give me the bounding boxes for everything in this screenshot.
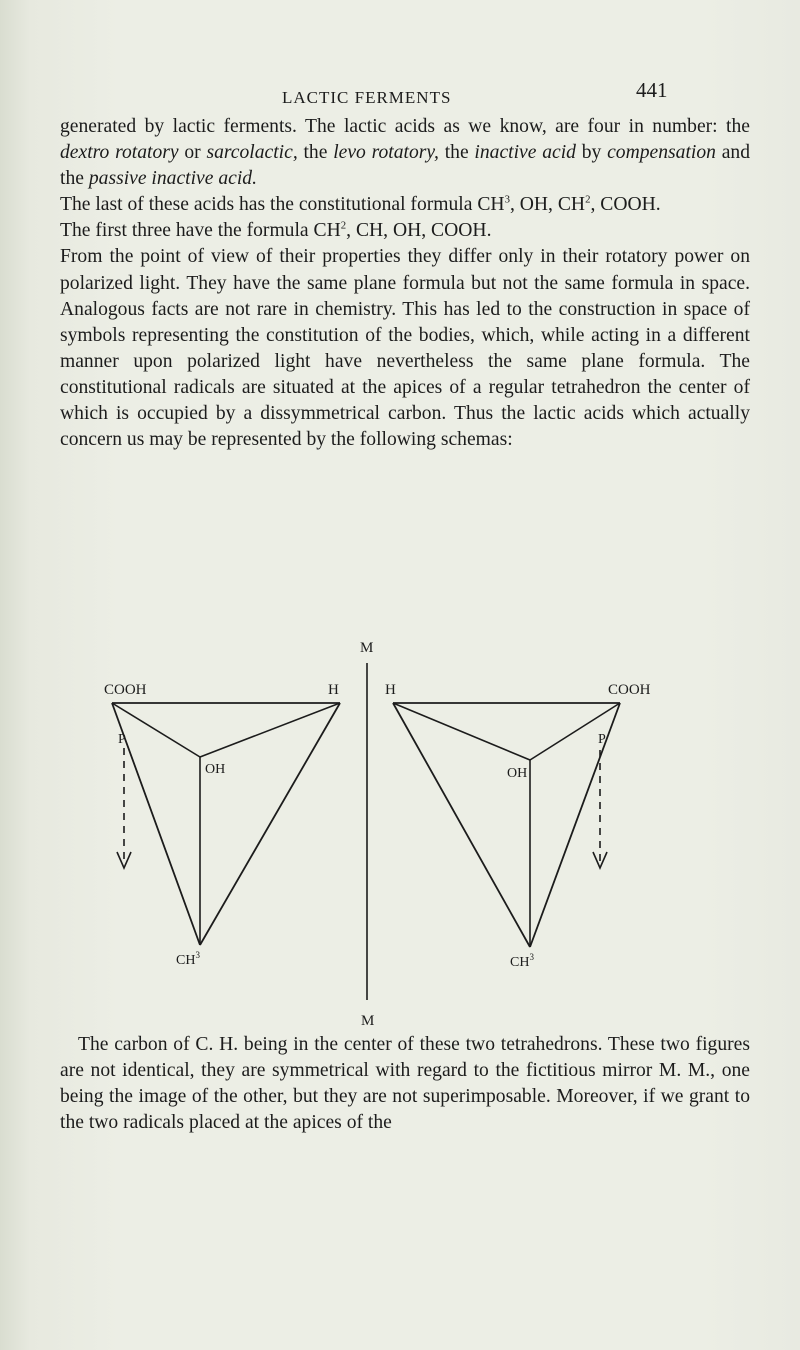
paragraph-properties: From the point of view of their properties they differ only in their rotatory power on polarized light. They have the same plane formula but not the same formula in space. Analogous facts are not rare in chemistry. This has led to the construction in space of symbols representing the constitution of the bodies, which, while acting in a different manner upon polarized light have nevertheless the same plane formula. The constitutional radicals are situated at the apices of a regular tetrahedron the center of which is occupied by a dissymmetrical carbon. Thus the lactic acids which actually concern us may be represented by the following schemas: bbox=[60, 246, 750, 451]
left-label-p: P bbox=[118, 732, 126, 747]
text-run: The last of these acids has the constitutional formula CH bbox=[60, 194, 505, 216]
running-head: LACTIC FERMENTS bbox=[282, 88, 452, 107]
term-sarcolactic: sarcolactic, bbox=[206, 142, 298, 164]
right-tetrahedron bbox=[385, 682, 651, 970]
left-edge-h-ch3 bbox=[200, 703, 340, 945]
superscript: 3 bbox=[504, 193, 510, 206]
term-inactive: inactive acid bbox=[474, 142, 576, 164]
left-label-ch-sup: 3 bbox=[195, 950, 200, 960]
left-label-ch bbox=[176, 950, 200, 968]
left-label-oh: OH bbox=[205, 762, 226, 777]
term-levo: levo rotatory, bbox=[333, 142, 439, 164]
paragraph-mirror: The carbon of C. H. being in the center of these two tetrahedrons. These two figures are not identical, they are symmetrical with regard to the fictitious mirror M. M., one being the image of the other, but they are not superimposable. Moreover, if we grant to the two radicals placed at the apices of the bbox=[60, 1034, 750, 1134]
right-edge-cooh-ch3 bbox=[530, 703, 620, 947]
text-run: , OH, CH bbox=[509, 194, 586, 216]
text-run: by bbox=[575, 142, 608, 164]
right-edge-h-oh bbox=[393, 703, 530, 760]
right-edge-h-ch3 bbox=[393, 703, 530, 947]
right-edge-cooh-oh bbox=[530, 703, 620, 760]
superscript: 2 bbox=[585, 193, 591, 206]
left-tetrahedron bbox=[104, 682, 340, 968]
text-run: and the bbox=[60, 142, 751, 190]
right-label-p: P bbox=[598, 732, 606, 747]
superscript: 2 bbox=[340, 219, 347, 232]
left-label-h: H bbox=[328, 682, 339, 698]
term-compensation: compensation bbox=[607, 142, 716, 164]
left-label-cooh: COOH bbox=[104, 682, 147, 698]
text-run: the bbox=[297, 142, 334, 164]
page-number: 441 bbox=[636, 78, 668, 102]
right-label-oh: OH bbox=[507, 766, 528, 781]
left-label-ch-text: CH bbox=[176, 953, 196, 968]
right-label-h: H bbox=[385, 682, 396, 698]
term-dextro: dextro rotatory bbox=[60, 142, 179, 164]
right-label-ch-sup: 3 bbox=[529, 952, 534, 962]
text-run: , COOH. bbox=[590, 194, 661, 216]
text-run: The first three have the formula CH bbox=[60, 220, 341, 242]
body-text-lower bbox=[60, 1032, 750, 1136]
left-edge-cooh-oh bbox=[112, 703, 200, 757]
right-label-ch bbox=[510, 952, 534, 970]
left-edge-h-oh bbox=[200, 703, 340, 757]
right-label-ch-text: CH bbox=[510, 955, 530, 970]
text-run: the bbox=[438, 142, 475, 164]
text-run: generated by lactic ferments. The lactic acids as we know, are four in number: the bbox=[60, 116, 750, 137]
text-run: , CH, OH, COOH. bbox=[346, 220, 492, 242]
mirror-label-top: M bbox=[360, 640, 374, 656]
mirror-label-bottom: M bbox=[361, 1013, 375, 1029]
right-label-cooh: COOH bbox=[608, 682, 651, 698]
term-passive: passive inactive acid. bbox=[88, 168, 257, 190]
text-run: or bbox=[178, 142, 207, 164]
